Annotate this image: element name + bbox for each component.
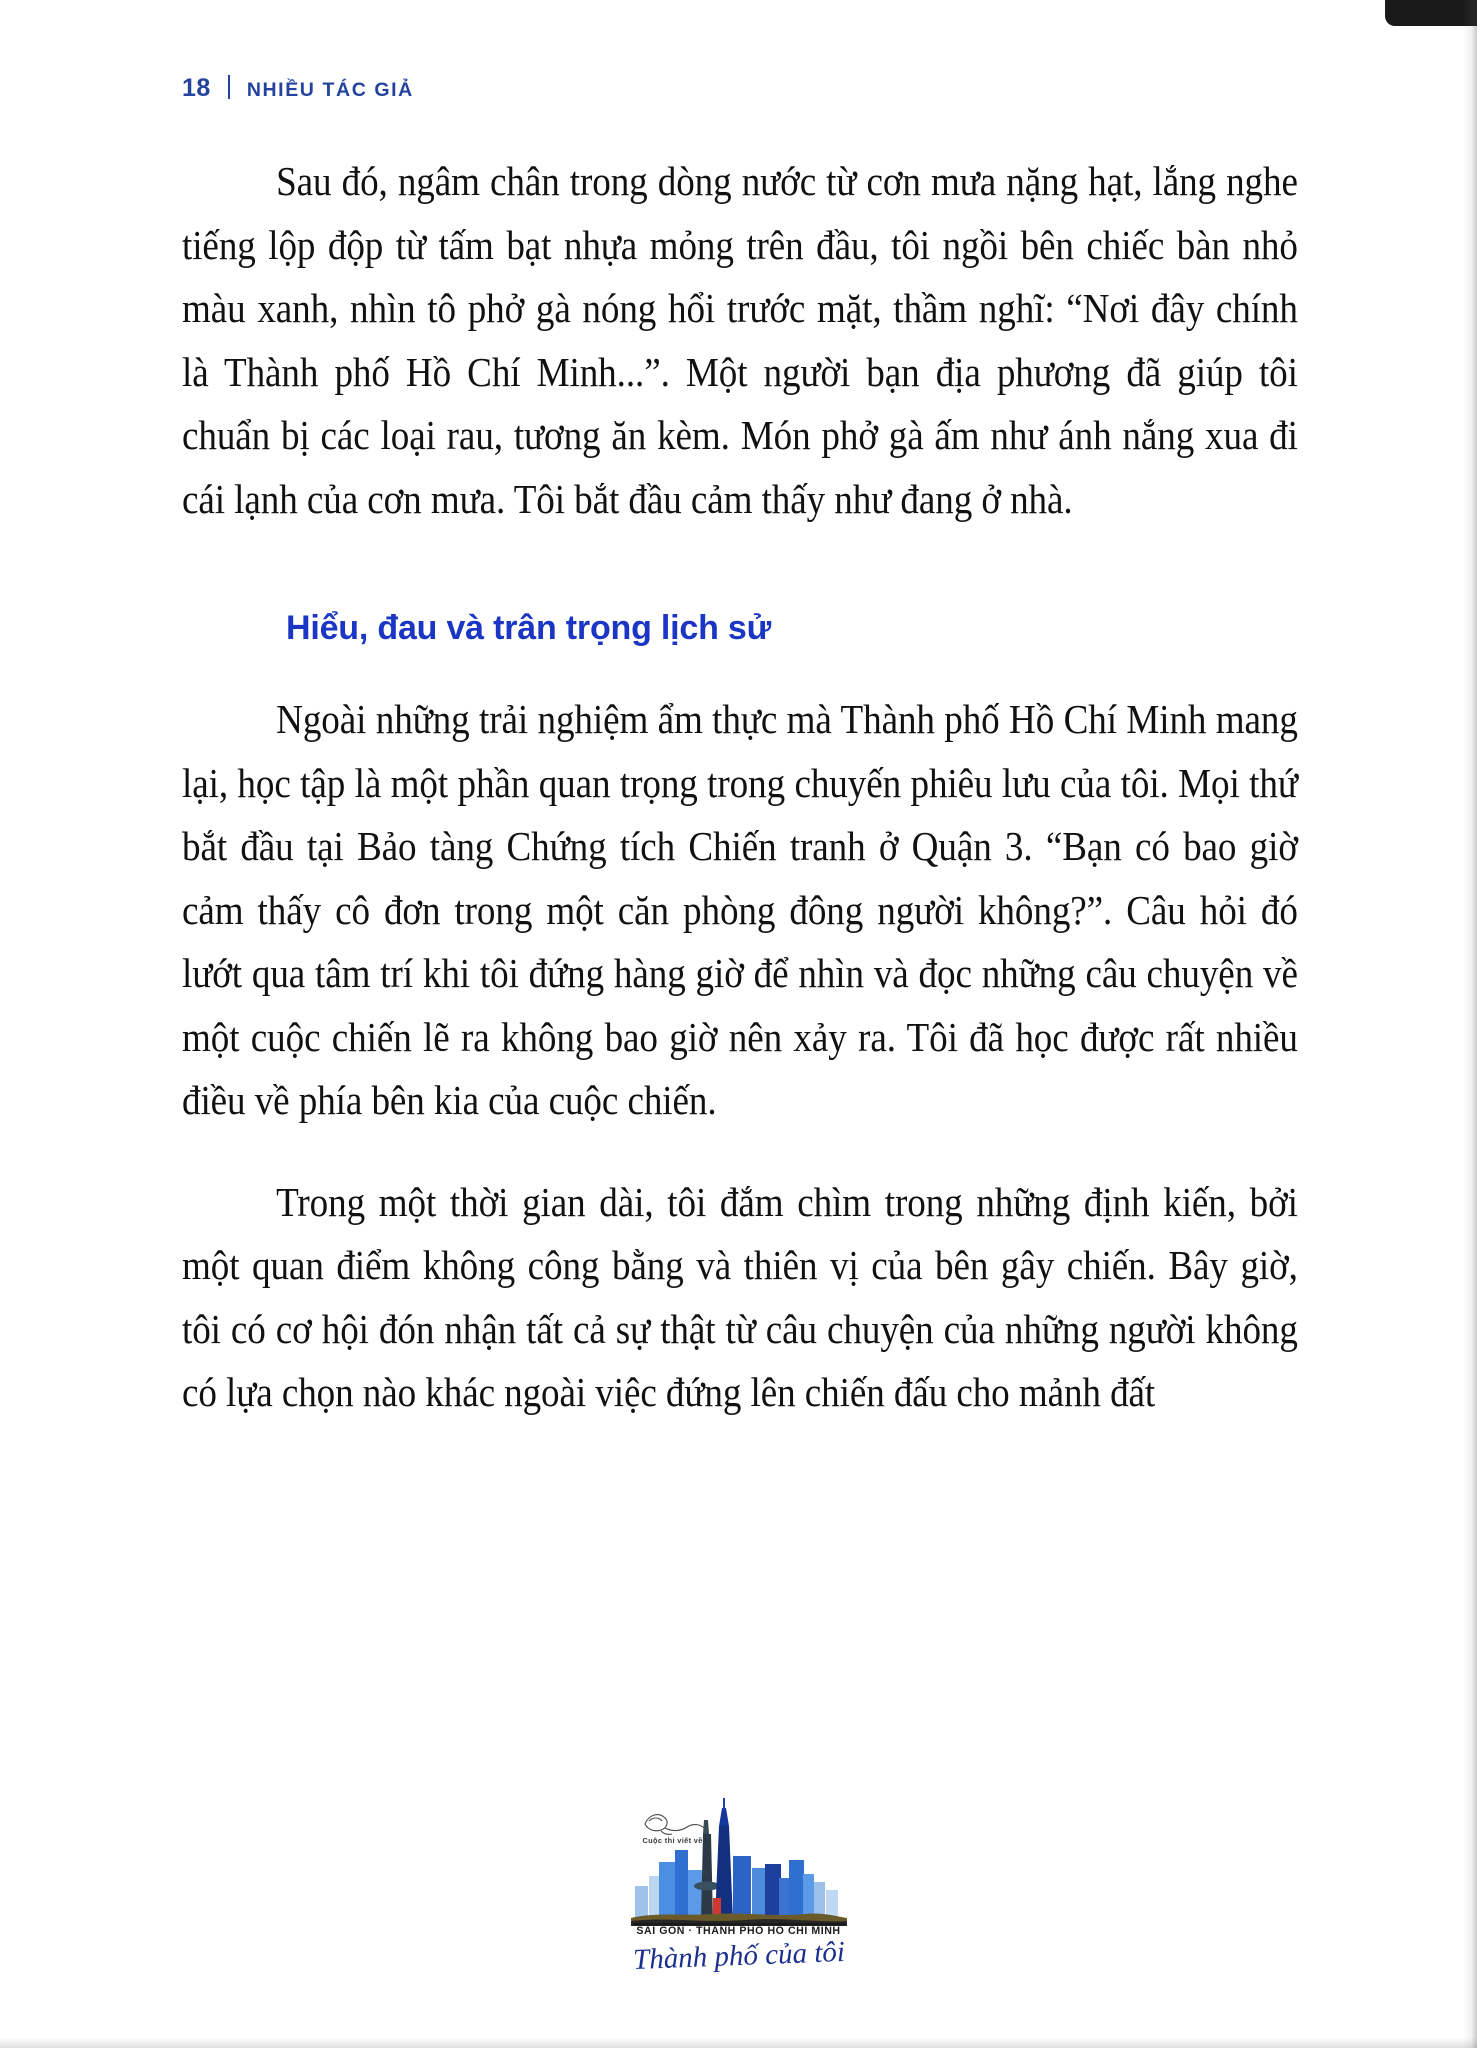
running-head-title: NHIỀU TÁC GIẢ [246, 79, 414, 101]
page-edge-shadow-right [1463, 0, 1477, 2048]
page-edge-shadow-bottom [0, 2038, 1477, 2048]
section-heading: Hiểu, đau và trân trọng lịch sử [286, 609, 772, 647]
paragraph-1: Sau đó, ngâm chân trong dòng nước từ cơn mưa nặng hạt, lắng nghe tiếng lộp độp từ tấm bạt nhựa mỏng trên đầu, tôi ngồi bên chiếc bàn nhỏ màu xanh, nhìn tô phở gà nóng hổi trước mặt, thầm nghĩ: “Nơi đây chính là Thành phố Hồ Chí Minh...”. Một người bạn địa phương đã giúp tôi chuẩn bị các loại rau, tương ăn kèm. Món phở gà ấm như ánh nắng xua đi cái lạnh của cơn mưa. Tôi bắt đầu cảm thấy như đang ở nhà. [182, 158, 1298, 522]
text-column [182, 150, 1298, 1425]
footer-logo [0, 1786, 1477, 1986]
skyline-right [765, 1864, 789, 1920]
paragraph-3: Trong một thời gian dài, tôi đắm chìm trong những định kiến, bởi một quan điểm không công bằng và thiên vị của bên gây chiến. Bây giờ, tôi có cơ hội đón nhận tất cả sự thật từ câu chuyện của những người không có lựa chọn nào khác ngoài việc đứng lên chiến đấu cho mảnh đất [182, 1178, 1298, 1415]
logo-wrap [615, 1790, 863, 1986]
skyline-mid [659, 1850, 814, 1920]
logo-contest-line: Cuộc thi viết về [642, 1836, 703, 1845]
paragraph-2: Ngoài những trải nghiệm ẩm thực mà Thành phố Hồ Chí Minh mang lại, học tập là một phần quan trọng trong chuyến phiêu lưu của tôi. Mọi thứ bắt đầu tại Bảo tàng Chứng tích Chiến tranh ở Quận 3. “Bạn có bao giờ cảm thấy cô đơn trong một căn phòng đông người không?”. Câu hỏi đó lướt qua tâm trí khi tôi đứng hàng giờ để nhìn và đọc những câu chuyện về một cuộc chiến lẽ ra không bao giờ nên xảy ra. Tôi đã học được rất nhiều điều về phía bên kia của cuộc chiến. [182, 696, 1298, 1123]
logo-city-line: SÀI GÒN · THÀNH PHỐ HỒ CHÍ MINH [636, 1925, 841, 1937]
running-head-divider [228, 75, 230, 99]
logo-script-line: Thành phố của tôi [632, 1935, 845, 1977]
dove-icon [645, 1815, 705, 1835]
running-head [182, 72, 414, 103]
page-number: 18 [182, 74, 211, 102]
